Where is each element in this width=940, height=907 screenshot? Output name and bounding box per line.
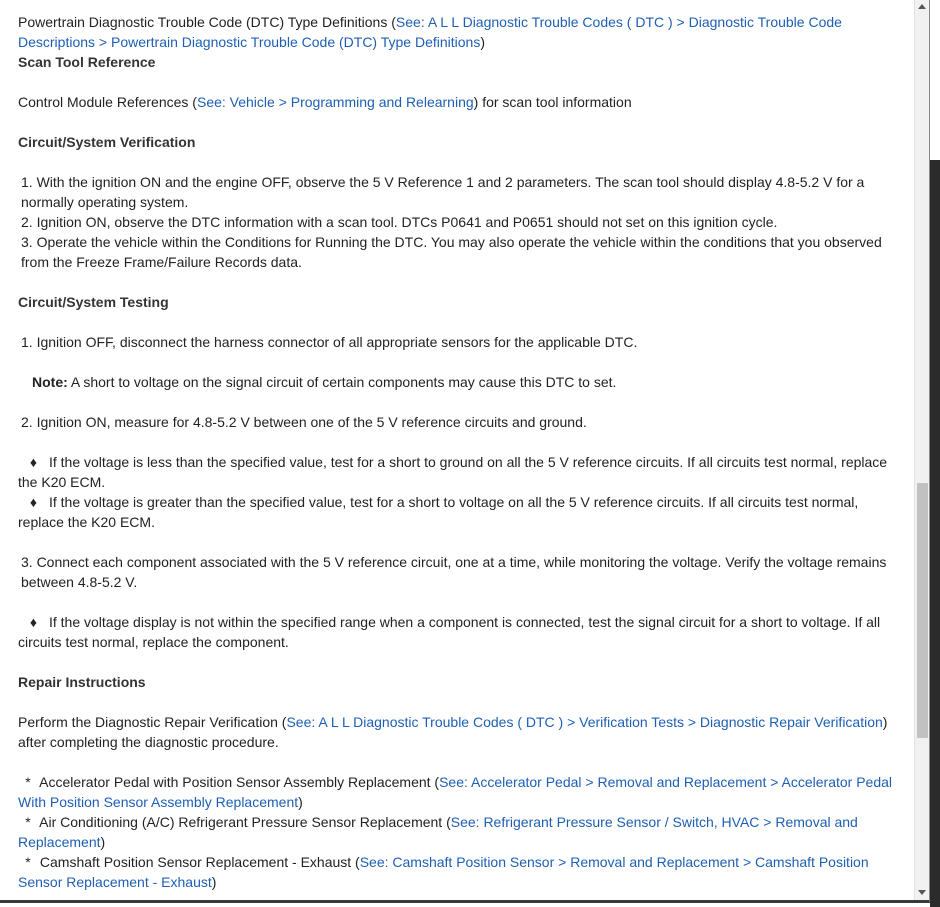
- repair-item-3: * Camshaft Position Sensor Replacement - Exhaust (See: Camshaft Position Sensor > Removal and Replacement > Camshaft Position Sensor Replacement - Exhaust): [18, 854, 869, 890]
- verification-step-3: 3. Operate the vehicle within the Conditions for Running the DTC. You may also operate the vehicle within the conditions that you observed from the Freeze Frame/Failure Records data.: [21, 234, 882, 270]
- programming-relearning-link[interactable]: See: Vehicle > Programming and Relearning: [196, 94, 474, 110]
- document-content: [18, 12, 904, 892]
- diamond-bullet-icon: ♦: [29, 454, 38, 470]
- refrigerant-pressure-sensor-link[interactable]: See: Refrigerant Pressure Sensor / Switch, HVAC > Removal and Replacement: [18, 814, 858, 850]
- testing-note: Note: A short to voltage on the signal circuit of certain components may cause this DTC to set.: [32, 374, 617, 390]
- asterisk-bullet-icon: *: [25, 814, 31, 830]
- testing-step-3: 3. Connect each component associated with the 5 V reference circuit, one at a time, while monitoring the voltage. Verify the voltage remains between 4.8-5.2 V.: [21, 554, 887, 590]
- asterisk-bullet-icon: *: [25, 854, 31, 870]
- testing-step-1: 1. Ignition OFF, disconnect the harness connector of all appropriate sensors for the applicable DTC.: [21, 334, 638, 350]
- note-label: Note:: [32, 374, 68, 390]
- camshaft-position-sensor-link[interactable]: See: Camshaft Position Sensor > Removal and Replacement > Camshaft Position Sensor Replacement - Exhaust: [18, 854, 869, 890]
- scan-tool-heading: Scan Tool Reference: [18, 54, 156, 70]
- scroll-up-arrow-icon[interactable]: [918, 4, 926, 9]
- scan-tool-paragraph: Control Module References (See: Vehicle > Programming and Relearning) for scan tool information: [18, 94, 632, 110]
- scrollbar-thumb[interactable]: [917, 483, 928, 738]
- background-window-edge: [930, 160, 940, 907]
- asterisk-bullet-icon: *: [25, 774, 31, 790]
- step2-bullet-2: ♦ If the voltage is greater than the specified value, test for a short to voltage on all the 5 V reference circuits. If all circuits test normal, replace the K20 ECM.: [18, 494, 859, 530]
- scroll-down-arrow-icon[interactable]: [918, 890, 926, 895]
- repair-verification-link[interactable]: See: A L L Diagnostic Trouble Codes ( DTC ) > Verification Tests > Diagnostic Repair Verification: [286, 714, 883, 730]
- verification-step-2: 2. Ignition ON, observe the DTC information with a scan tool. DTCs P0641 and P0651 should not set on this ignition cycle.: [21, 214, 778, 230]
- dtc-type-definitions-link[interactable]: See: A L L Diagnostic Trouble Codes ( DTC ) > Diagnostic Trouble Code Descriptions > Powertrain Diagnostic Trouble Code (DTC) Type Definitions: [18, 14, 842, 50]
- accelerator-pedal-link[interactable]: See: Accelerator Pedal > Removal and Replacement > Accelerator Pedal With Position Sensor Assembly Replacement: [18, 774, 893, 810]
- intro-paragraph: Powertrain Diagnostic Trouble Code (DTC) Type Definitions (See: A L L Diagnostic Trouble Codes ( DTC ) > Diagnostic Trouble Code Descriptions > Powertrain Diagnostic Trouble Code (DTC) Type Definitions): [18, 14, 842, 50]
- step2-bullet-1: ♦ If the voltage is less than the specified value, test for a short to ground on all the 5 V reference circuits. If all circuits test normal, replace the K20 ECM.: [18, 454, 888, 490]
- testing-heading: Circuit/System Testing: [18, 294, 169, 310]
- repair-heading: Repair Instructions: [18, 674, 146, 690]
- repair-paragraph: Perform the Diagnostic Repair Verification (See: A L L Diagnostic Trouble Codes ( DTC ) > Verification Tests > Diagnostic Repair Verification) after completing the diagnostic procedure.: [18, 714, 888, 750]
- repair-item-2: * Air Conditioning (A/C) Refrigerant Pressure Sensor Replacement (See: Refrigerant Pressure Sensor / Switch, HVAC > Removal and Replacement): [18, 814, 858, 850]
- diamond-bullet-icon: ♦: [29, 614, 38, 630]
- vertical-scrollbar[interactable]: [914, 0, 930, 900]
- testing-step-2: 2. Ignition ON, measure for 4.8-5.2 V between one of the 5 V reference circuits and ground.: [21, 414, 587, 430]
- repair-item-1: * Accelerator Pedal with Position Sensor Assembly Replacement (See: Accelerator Pedal > Removal and Replacement > Accelerator Pedal With Position Sensor Assembly Replacement): [18, 774, 893, 810]
- verification-heading: Circuit/System Verification: [18, 134, 196, 150]
- verification-step-1: 1. With the ignition ON and the engine OFF, observe the 5 V Reference 1 and 2 parameters. The scan tool should display 4.8-5.2 V for a normally operating system.: [21, 174, 865, 210]
- step3-bullet-1: ♦ If the voltage display is not within the specified range when a component is connected, test the signal circuit for a short to voltage. If all circuits test normal, replace the component.: [18, 614, 881, 650]
- diamond-bullet-icon: ♦: [29, 494, 38, 510]
